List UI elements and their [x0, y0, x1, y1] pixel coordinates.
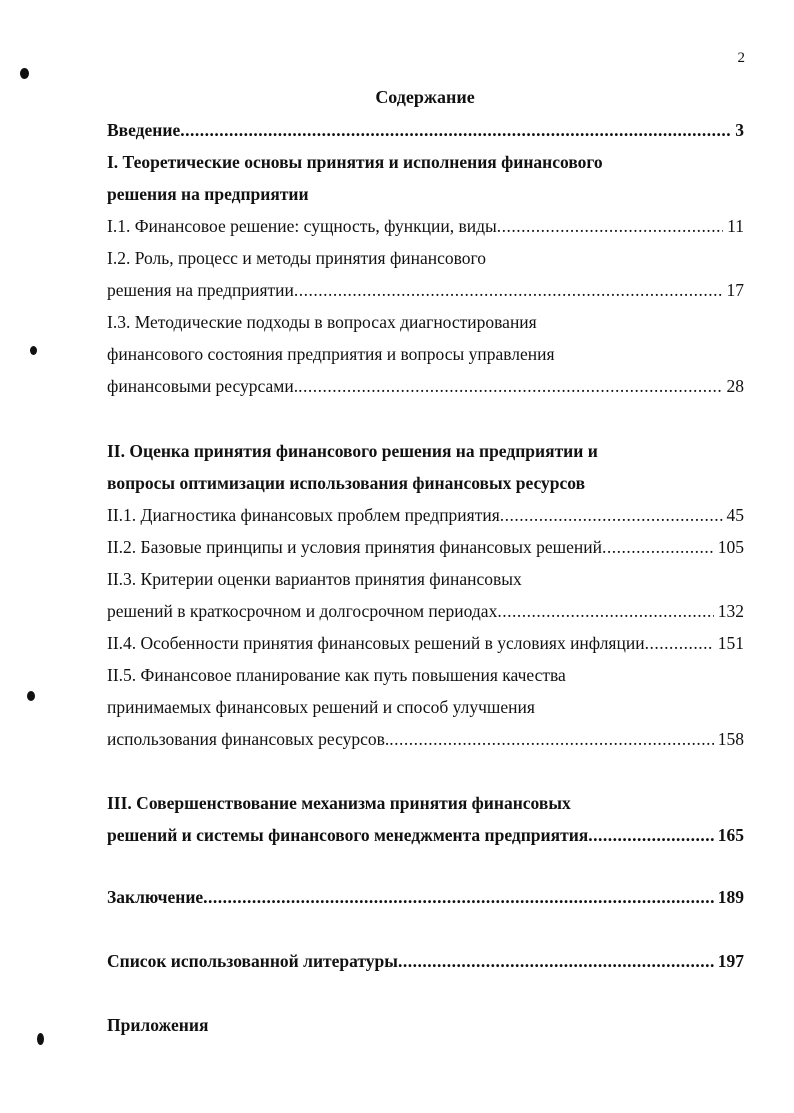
toc-page-number: 11 [727, 216, 744, 236]
toc-page-number: 165 [717, 825, 744, 845]
toc-leader-dots [203, 886, 714, 908]
toc-chapter-heading: III. Совершенствование механизма принятия финансовых [107, 793, 571, 813]
toc-entry: II.5. Финансовое планирование как путь повышения качества [107, 665, 566, 685]
toc-entry: финансовыми ресурсами. ..... 28 [107, 375, 744, 397]
toc-entry: II.2. Базовые принципы и условия принятия финансовых решений ..... 105 [107, 536, 744, 558]
toc-page-number: 151 [717, 633, 744, 653]
toc-page-number: 17 [726, 280, 744, 300]
toc-leader-dots [645, 632, 714, 654]
toc-entry: I.3. Методические подходы в вопросах диагностирования [107, 312, 537, 332]
toc-entry: I.2. Роль, процесс и методы принятия финансового [107, 248, 487, 268]
toc-leader-dots [497, 215, 723, 237]
toc-entry-appendix: Приложения [107, 1015, 209, 1035]
toc-page-number: 158 [717, 729, 744, 749]
toc-entry: II.4. Особенности принятия финансовых решений в условиях инфляции ..... 151 [107, 632, 744, 654]
toc-chapter-heading: II. Оценка принятия финансового решения на предприятии и [107, 441, 598, 461]
toc-entry: решения на предприятии ..... 17 [107, 279, 744, 301]
toc-entry: II.3. Критерии оценки вариантов принятия финансовых [107, 569, 522, 589]
toc-entry: использования финансовых ресурсов. ..... 158 [107, 728, 744, 750]
toc-entry: принимаемых финансовых решений и способ улучшения [107, 697, 535, 717]
toc-entry: решений в краткосрочном и долгосрочном периодах ..... 132 [107, 600, 744, 622]
toc-leader-dots [389, 728, 713, 750]
toc-leader-dots [602, 536, 714, 558]
toc-page-number: 3 [735, 120, 744, 140]
toc-entry: I.1. Финансовое решение: сущность, функции, виды ..... 11 [107, 215, 744, 237]
page-title: Содержание [375, 87, 475, 107]
toc-entry-conclusion: Заключение ..... 189 [107, 886, 744, 908]
toc-leader-dots [294, 279, 723, 301]
toc-entry: II.1. Диагностика финансовых проблем предприятия ..... 45 [107, 504, 744, 526]
toc-leader-dots [588, 824, 714, 846]
toc-leader-dots [298, 375, 722, 397]
toc-entry-references: Список использованной литературы ..... 197 [107, 950, 744, 972]
scan-speck [30, 346, 37, 355]
toc-leader-dots [398, 950, 714, 972]
toc-leader-dots [180, 119, 731, 141]
page-number: 2 [737, 50, 745, 66]
toc-page-number: 45 [726, 505, 744, 525]
scan-speck [20, 68, 29, 79]
toc-chapter-heading: I. Теоретические основы принятия и исполнения финансового [107, 152, 603, 172]
toc-entry-text: Введение [107, 120, 181, 140]
toc-chapter-heading: решений и системы финансового менеджмента предприятия ..... 165 [107, 824, 744, 846]
scan-speck [27, 691, 35, 701]
toc-page-number: 132 [717, 601, 744, 621]
toc-page-number: 189 [717, 887, 744, 907]
toc-page-number: 105 [717, 537, 744, 557]
toc-chapter-heading: вопросы оптимизации использования финансовых ресурсов [107, 473, 586, 493]
toc-page-number: 28 [726, 376, 744, 396]
scan-speck [37, 1033, 44, 1045]
toc-leader-dots [500, 504, 723, 526]
toc-leader-dots [497, 600, 713, 622]
toc-entry: финансового состояния предприятия и вопросы управления [107, 344, 555, 364]
toc-page-number: 197 [717, 951, 744, 971]
toc-entry-intro [107, 119, 744, 141]
toc-chapter-heading: решения на предприятии [107, 184, 309, 204]
